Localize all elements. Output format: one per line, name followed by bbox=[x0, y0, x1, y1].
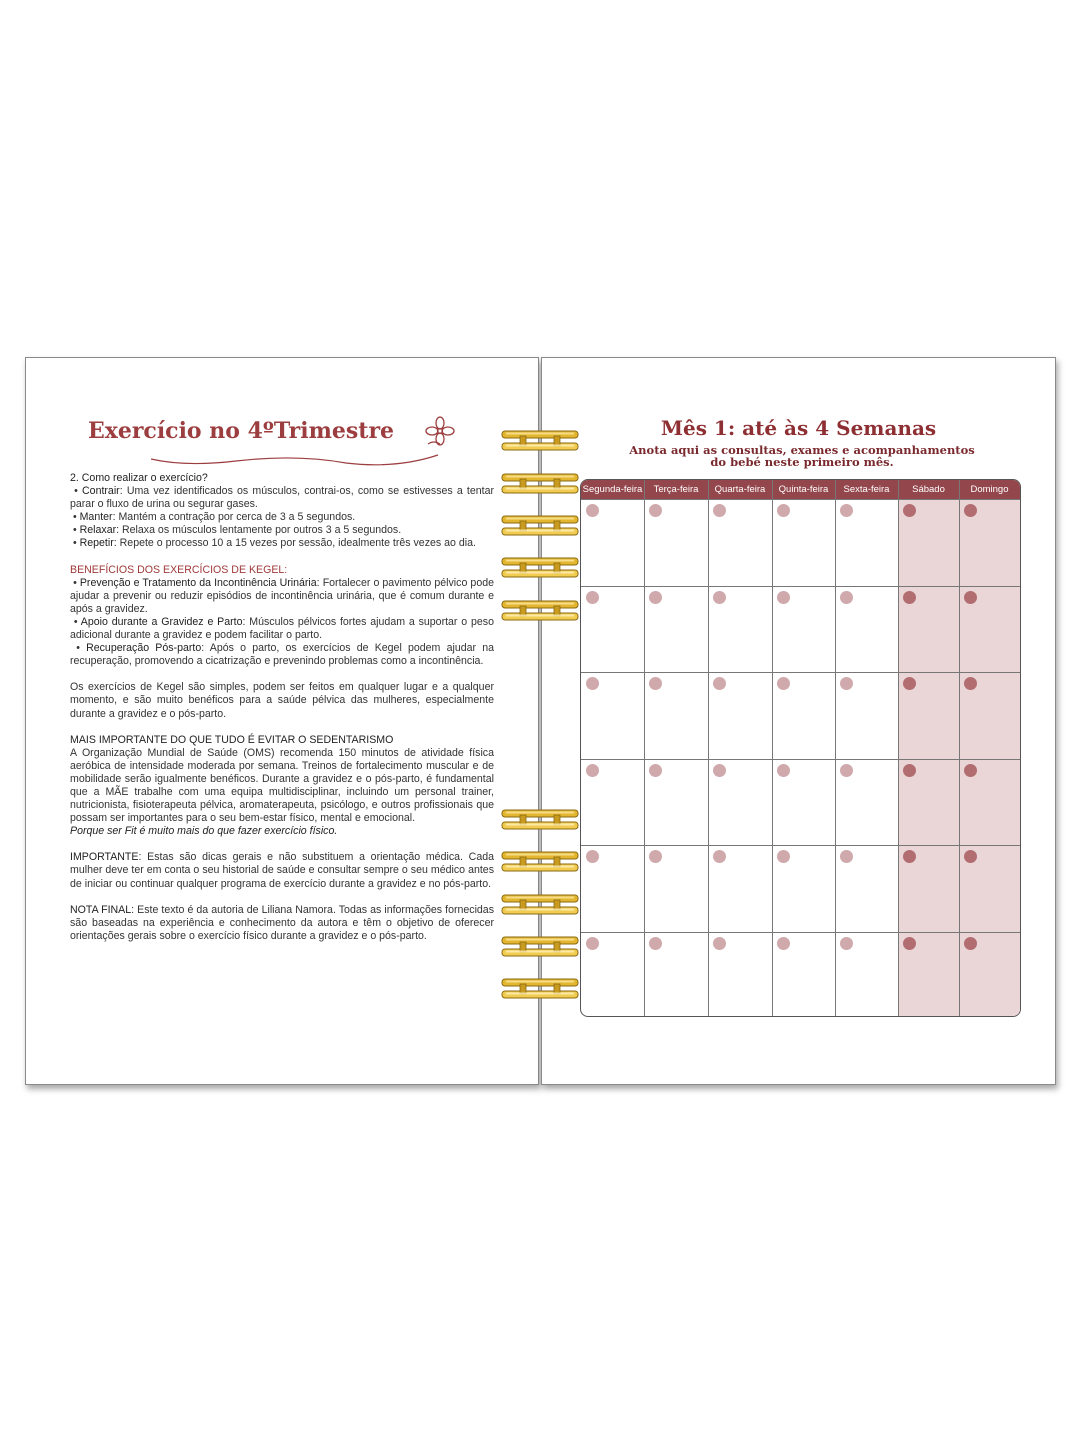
day-cell-dot[interactable] bbox=[777, 764, 790, 777]
grid-row-line bbox=[581, 586, 1020, 587]
day-cell-dot[interactable] bbox=[586, 504, 599, 517]
grid-row-line bbox=[581, 845, 1020, 846]
grid-column-line bbox=[959, 480, 960, 1016]
step-text: : Mantém a contração por cerca de 3 a 5 segundos. bbox=[112, 511, 356, 524]
day-cell-dot[interactable] bbox=[903, 937, 916, 950]
flower-icon bbox=[422, 416, 458, 448]
day-cell-dot[interactable] bbox=[586, 937, 599, 950]
day-cell-dot[interactable] bbox=[964, 850, 977, 863]
benefits-heading: BENEFÍCIOS DOS EXERCÍCIOS DE KEGEL: bbox=[70, 563, 288, 576]
grid-row-line bbox=[581, 932, 1020, 933]
binding-ring-icon bbox=[500, 934, 580, 960]
day-cell-dot[interactable] bbox=[964, 677, 977, 690]
day-cell-dot[interactable] bbox=[649, 591, 662, 604]
day-cell-dot[interactable] bbox=[840, 504, 853, 517]
day-cell-dot[interactable] bbox=[649, 677, 662, 690]
day-cell-dot[interactable] bbox=[713, 677, 726, 690]
day-cell-dot[interactable] bbox=[713, 764, 726, 777]
binding-ring-icon bbox=[500, 598, 580, 624]
month-subtitle bbox=[602, 444, 1002, 468]
final-label: NOTA FINAL bbox=[70, 903, 132, 916]
day-cell-dot[interactable] bbox=[586, 850, 599, 863]
day-cell-dot[interactable] bbox=[964, 764, 977, 777]
step-label: Relaxar bbox=[79, 524, 117, 537]
binding-ring-icon bbox=[500, 471, 580, 497]
left-page bbox=[25, 357, 539, 1085]
fit-line: Porque ser Fit é muito mais do que fazer exercício físico. bbox=[70, 825, 338, 838]
list-item: • Prevenção e Tratamento da Incontinência Urinária: Fortalecer o pavimento pélvico pode ajudar a prevenir ou reduzir episódios de incontinência urinária, que é comum durante e após a gravidez. bbox=[70, 576, 494, 615]
day-cell-dot[interactable] bbox=[649, 937, 662, 950]
binding-ring-icon bbox=[500, 892, 580, 918]
day-cell-dot[interactable] bbox=[713, 850, 726, 863]
day-header: Sábado bbox=[912, 484, 945, 495]
day-cell-dot[interactable] bbox=[903, 850, 916, 863]
grid-column-line bbox=[898, 480, 899, 1016]
final-note-paragraph bbox=[70, 904, 494, 943]
day-cell-dot[interactable] bbox=[903, 677, 916, 690]
sedentary-heading: MAIS IMPORTANTE DO QUE TUDO É EVITAR O SEDENTARISMO bbox=[70, 733, 394, 746]
title-underline-swirl bbox=[146, 451, 446, 469]
grid-column-line bbox=[835, 480, 836, 1016]
list-item: • Recuperação Pós-parto: Após o parto, os exercícios de Kegel podem ajudar na recuperação, promovendo a cicatrização e prevenindo problemas como a incontinência. bbox=[70, 642, 494, 668]
month-title: Mês 1: até às 4 Semanas bbox=[660, 416, 937, 440]
step-label: Contrair bbox=[82, 485, 120, 498]
binding-ring-icon bbox=[500, 513, 580, 539]
binding-ring-icon bbox=[500, 555, 580, 581]
day-cell-dot[interactable] bbox=[777, 591, 790, 604]
day-cell-dot[interactable] bbox=[777, 850, 790, 863]
step-label: Repetir bbox=[79, 537, 114, 550]
day-header: Quarta-feira bbox=[714, 484, 766, 495]
grid-row-line bbox=[581, 759, 1020, 760]
grid-row-line bbox=[581, 672, 1020, 673]
day-cell-dot[interactable] bbox=[649, 764, 662, 777]
summary-paragraph: Os exercícios de Kegel são simples, podem ser feitos em qualquer lugar e a qualquer momento, e são muito benéficos para a saúde pélvica das mulheres, especialmente durante a gravidez e o pós-parto. bbox=[70, 681, 494, 720]
list-item: • Apoio durante a Gravidez e Parto: Músculos pélvicos fortes ajudam a suportar o peso adicional durante a gravidez e podem facilitar o parto. bbox=[70, 615, 494, 642]
grid-row-line bbox=[581, 499, 1020, 500]
benefit-text: : Após o parto, os exercícios de Kegel podem ajudar na recuperação, promovendo a cicatrização e prevenindo problemas como a incontinência. bbox=[70, 642, 494, 668]
day-cell-dot[interactable] bbox=[964, 937, 977, 950]
benefit-text: : Fortalecer o pavimento pélvico pode ajudar a prevenir ou reduzir episódios de incontinência urinária, que é comum durante e após a gravidez. bbox=[70, 576, 494, 615]
day-cell-dot[interactable] bbox=[586, 677, 599, 690]
day-cell-dot[interactable] bbox=[964, 591, 977, 604]
day-header: Terça-feira bbox=[653, 484, 699, 495]
list-item: • Contrair: Uma vez identificados os músculos, contrai-os, como se estivesses a tentar parar o fluxo de urina ou segurar gases. bbox=[70, 485, 494, 511]
day-cell-dot[interactable] bbox=[964, 504, 977, 517]
day-cell-dot[interactable] bbox=[713, 591, 726, 604]
benefit-text: : Músculos pélvicos fortes ajudam a suportar o peso adicional durante a gravidez e podem facilitar o parto. bbox=[70, 615, 494, 642]
step-text: : Repete o processo 10 a 15 vezes por sessão, idealmente três vezes ao dia. bbox=[113, 537, 476, 550]
day-header: Sexta-feira bbox=[843, 484, 890, 495]
subtitle-line-2: do bebé neste primeiro mês. bbox=[710, 455, 894, 469]
step-label: Manter bbox=[79, 511, 113, 524]
step-text: : Relaxa os músculos lentamente por outros 3 a 5 segundos. bbox=[116, 524, 402, 537]
day-cell-dot[interactable] bbox=[777, 504, 790, 517]
subtitle-line-1: Anota aqui as consultas, exames e acompanhamentos bbox=[629, 443, 975, 457]
left-page-body bbox=[70, 472, 494, 943]
important-label: IMPORTANTE bbox=[70, 851, 139, 864]
day-cell-dot[interactable] bbox=[840, 850, 853, 863]
list-item: • Relaxar: Relaxa os músculos lentamente por outros 3 a 5 segundos. bbox=[70, 524, 402, 537]
grid-column-line bbox=[644, 480, 645, 1016]
final-text: : Este texto é da autoria de Liliana Namora. Todas as informações fornecidas são baseadas na experiência e conhecimento da autora e têm o objetivo de oferecer orientações gerais sobre o exercício físico durante a gravidez e o pós-parto. bbox=[70, 903, 494, 942]
binding-ring-icon bbox=[500, 976, 580, 1002]
day-header: Segunda-feira bbox=[582, 484, 643, 495]
sedentary-paragraph: A Organização Mundial de Saúde (OMS) recomenda 150 minutos de atividade física aeróbica de intensidade moderada por semana. Treinos de fortalecimento muscular e de mobilidade serão igualmente benéficos. Durante a gravidez e o pós-parto, é fundamental que a MÃE trabalhe com uma equipa multidisciplinar, incluindo um personal trainer, nutricionista, fisioterapeuta pélvica, aromaterapeuta, psicólogo, e outros profissionais que possam ser importantes para o seu bem-estar físico, mental e emocional. bbox=[70, 746, 494, 825]
day-cell-dot[interactable] bbox=[777, 677, 790, 690]
day-cell-dot[interactable] bbox=[713, 937, 726, 950]
right-page bbox=[541, 357, 1056, 1085]
day-cell-dot[interactable] bbox=[777, 937, 790, 950]
important-paragraph bbox=[70, 851, 494, 890]
month-calendar bbox=[580, 479, 1021, 1017]
grid-column-line bbox=[708, 480, 709, 1016]
important-text: : Estas são dicas gerais e não substituem a orientação médica. Cada mulher deve ter em conta o seu historial de saúde e consultar sempre o seu médico antes de iniciar ou continuar qualquer programa de exercício durante a gravidez e no pós-parto. bbox=[70, 851, 494, 890]
day-cell-dot[interactable] bbox=[649, 850, 662, 863]
left-page-title: Exercício no 4ºTrimestre bbox=[87, 418, 395, 444]
list-item: • Manter: Mantém a contração por cerca de 3 a 5 segundos. bbox=[70, 511, 356, 524]
day-cell-dot[interactable] bbox=[586, 591, 599, 604]
step-text: : Uma vez identificados os músculos, contrai-os, como se estivesses a tentar parar o fluxo de urina ou segurar gases. bbox=[70, 485, 494, 511]
day-cell-dot[interactable] bbox=[840, 677, 853, 690]
day-cell-dot[interactable] bbox=[903, 504, 916, 517]
day-cell-dot[interactable] bbox=[903, 764, 916, 777]
day-cell-dot[interactable] bbox=[713, 504, 726, 517]
day-header: Quinta-feira bbox=[778, 484, 829, 495]
day-cell-dot[interactable] bbox=[649, 504, 662, 517]
how-heading: 2. Como realizar o exercício? bbox=[70, 472, 208, 484]
day-cell-dot[interactable] bbox=[840, 591, 853, 604]
benefit-label: Recuperação Pós-parto bbox=[86, 642, 202, 655]
day-cell-dot[interactable] bbox=[840, 937, 853, 950]
day-cell-dot[interactable] bbox=[840, 764, 853, 777]
day-header: Domingo bbox=[970, 484, 1009, 495]
left-page-title-block bbox=[26, 418, 456, 444]
benefit-label: Apoio durante a Gravidez e Parto bbox=[80, 615, 243, 628]
day-cell-dot[interactable] bbox=[586, 764, 599, 777]
binding-ring-icon bbox=[500, 849, 580, 875]
benefit-label: Prevenção e Tratamento da Incontinência Urinária bbox=[79, 576, 317, 589]
binding-ring-icon bbox=[500, 807, 580, 833]
binding-ring-icon bbox=[500, 428, 580, 454]
day-cell-dot[interactable] bbox=[903, 591, 916, 604]
list-item: • Repetir: Repete o processo 10 a 15 vezes por sessão, idealmente três vezes ao dia. bbox=[70, 537, 476, 550]
grid-column-line bbox=[772, 480, 773, 1016]
